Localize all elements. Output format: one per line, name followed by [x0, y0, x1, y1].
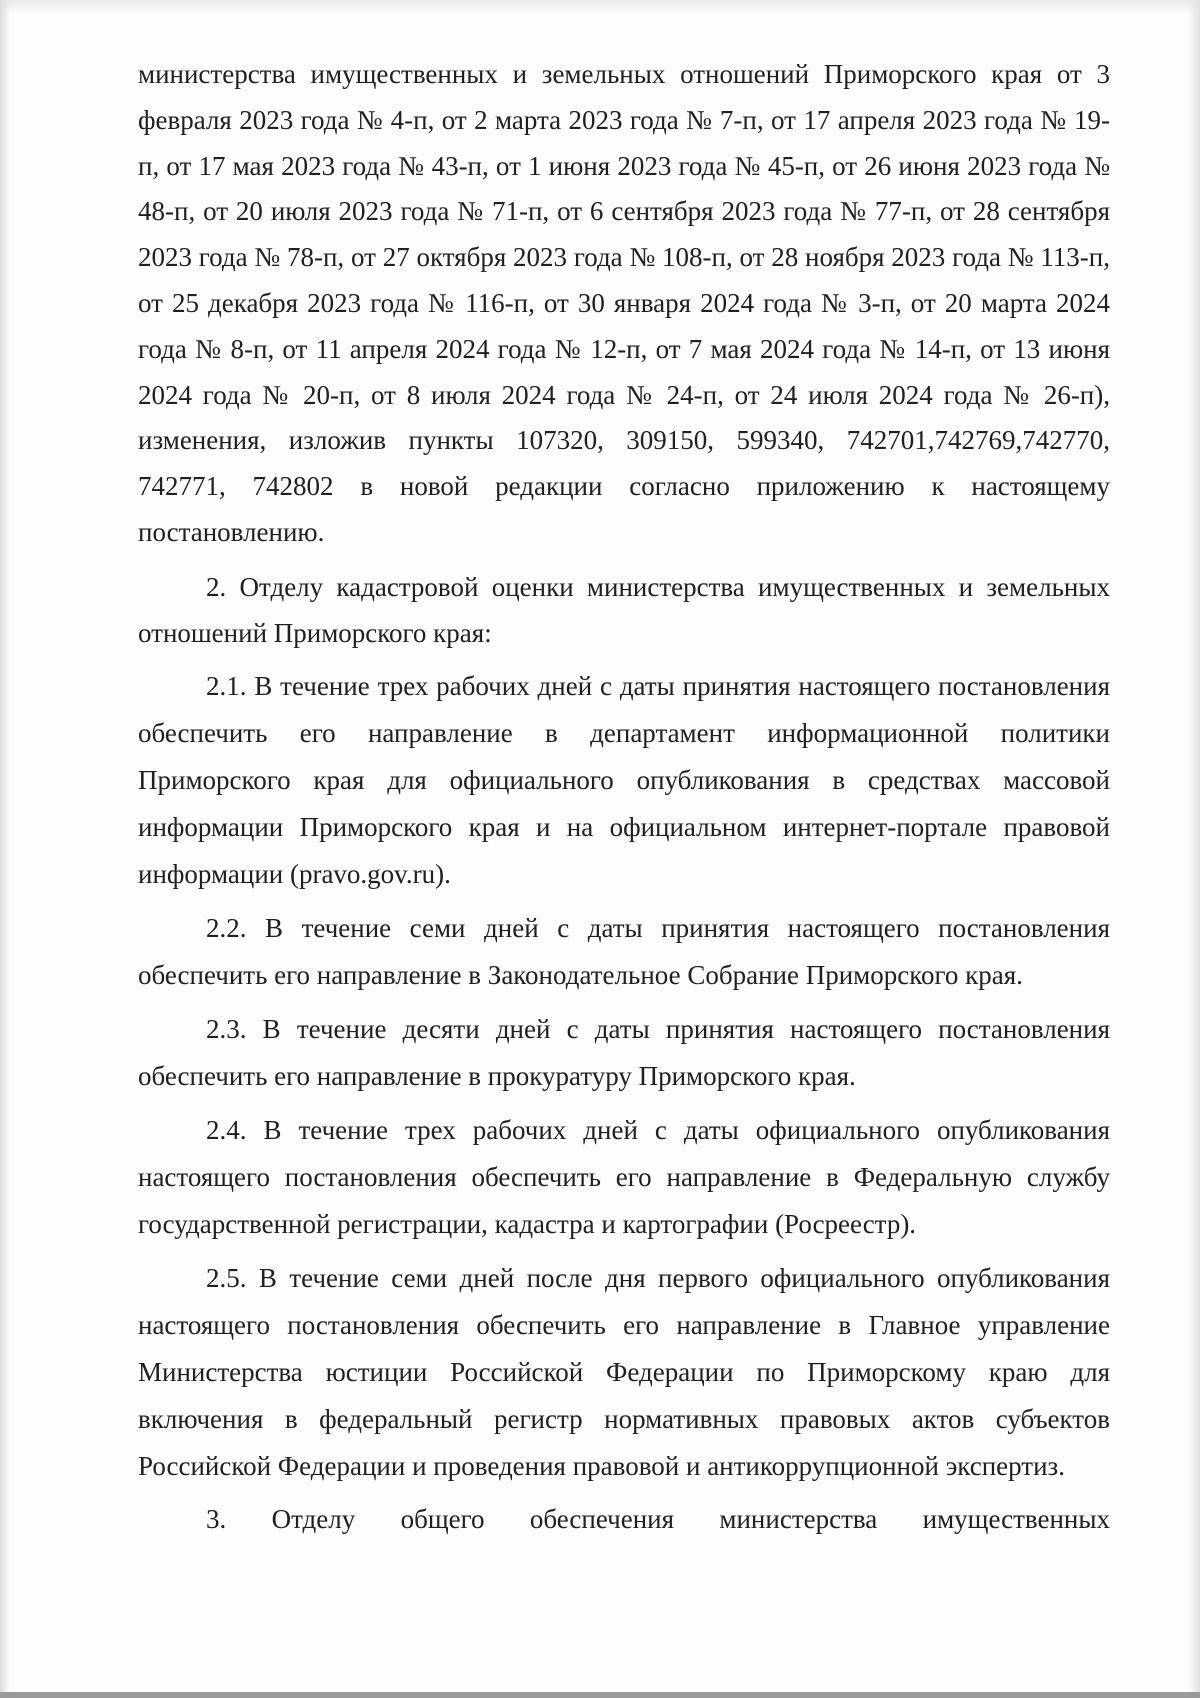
scan-edge-top — [0, 0, 1200, 14]
paragraph-item-2-5: 2.5. В течение семи дней после дня первого официального опубликования настоящего постановления обеспечить его направление в Главное управление Министерства юстиции Российской Федерации по Приморскому краю для включения в федеральный регистр нормативных правовых актов субъектов Российской Федерации и проведения правовой и антикоррупционной экспертиз. — [138, 1262, 1110, 1481]
document-body — [138, 52, 1110, 1543]
paragraph-item-2-2: 2.2. В течение семи дней с даты принятия настоящего постановления обеспечить его направление в Законодательное Собрание Приморского края. — [138, 912, 1110, 990]
paragraph-item-3: 3. Отделу общего обеспечения министерства имущественных — [206, 1503, 1110, 1534]
paragraph-item-2-3: 2.3. В течение десяти дней с даты принятия настоящего постановления обеспечить его направление в прокуратуру Приморского края. — [138, 1013, 1110, 1091]
scan-edge-bottom — [0, 1692, 1200, 1698]
paragraph-item-2: 2. Отделу кадастровой оценки министерства имущественных и земельных отношений Приморского края: — [138, 571, 1110, 648]
paragraph-item-2-1: 2.1. В течение трех рабочих дней с даты принятия настоящего постановления обеспечить его направление в департамент информационной политики Приморского края для официального опубликования в средствах массовой информации Приморского края и на официальном интернет-портале правовой информации (pravo.gov.ru). — [138, 670, 1110, 889]
scan-edge-right — [1188, 0, 1200, 1698]
paragraph-item-2-4: 2.4. В течение трех рабочих дней с даты официального опубликования настоящего постановления обеспечить его направление в Федеральную службу государственной регистрации, кадастра и картографии (Росреестр). — [138, 1114, 1110, 1239]
paragraph-continuation: министерства имущественных и земельных отношений Приморского края от 3 февраля 2023 года № 4-п, от 2 марта 2023 года № 7-п, от 17 апреля 2023 года № 19-п, от 17 мая 2023 года № 43-п, от 1 июня 2023 года № 45-п, от 26 июня 2023 года № 48-п, от 20 июля 2023 года № 71-п, от 6 сентября 2023 года № 77-п, от 28 сентября 2023 года № 78-п, от 27 октября 2023 года № 108-п, от 28 ноября 2023 года № 113-п, от 25 декабря 2023 года № 116-п, от 30 января 2024 года № 3-п, от 20 марта 2024 года № 8-п, от 11 апреля 2024 года № 12-п, от 7 мая 2024 года № 14-п, от 13 июня 2024 года № 20-п, от 8 июля 2024 года № 24-п, от 24 июля 2024 года № 26-п), изменения, изложив пункты 107320, 309150, 599340, 742701,742769,742770, 742771, 742802 в новой редакции согласно приложению к настоящему постановлению. — [138, 59, 1110, 547]
scan-edge-left — [0, 0, 10, 1698]
